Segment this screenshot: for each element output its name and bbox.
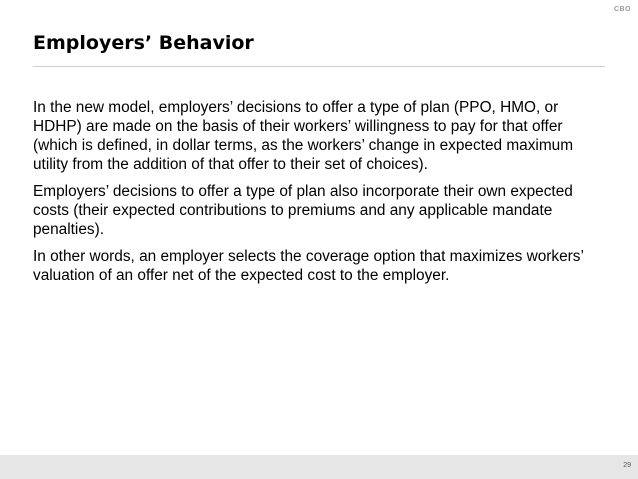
cbo-logo: CBO (613, 6, 631, 13)
title-divider (33, 66, 605, 67)
body-paragraph: Employers’ decisions to offer a type of plan also incorporate their own expected costs (their expected contributions to premiums and any applicable mandate penalties). (33, 183, 573, 238)
footer-bar (0, 455, 638, 479)
body-paragraph: In other words, an employer selects the coverage option that maximizes workers’ valuation of an offer net of the expected cost to the employer. (33, 248, 584, 284)
slide-body (33, 98, 603, 293)
slide-title: Employers’ Behavior (33, 32, 254, 54)
page-number: 29 (623, 462, 631, 469)
body-paragraph: In the new model, employers’ decisions to offer a type of plan (PPO, HMO, or HDHP) are made on the basis of their workers’ willingness to pay for that offer (which is defined, in dollar terms, as the workers’ change in expected maximum utility from the addition of that offer to their set of choices). (33, 99, 574, 173)
